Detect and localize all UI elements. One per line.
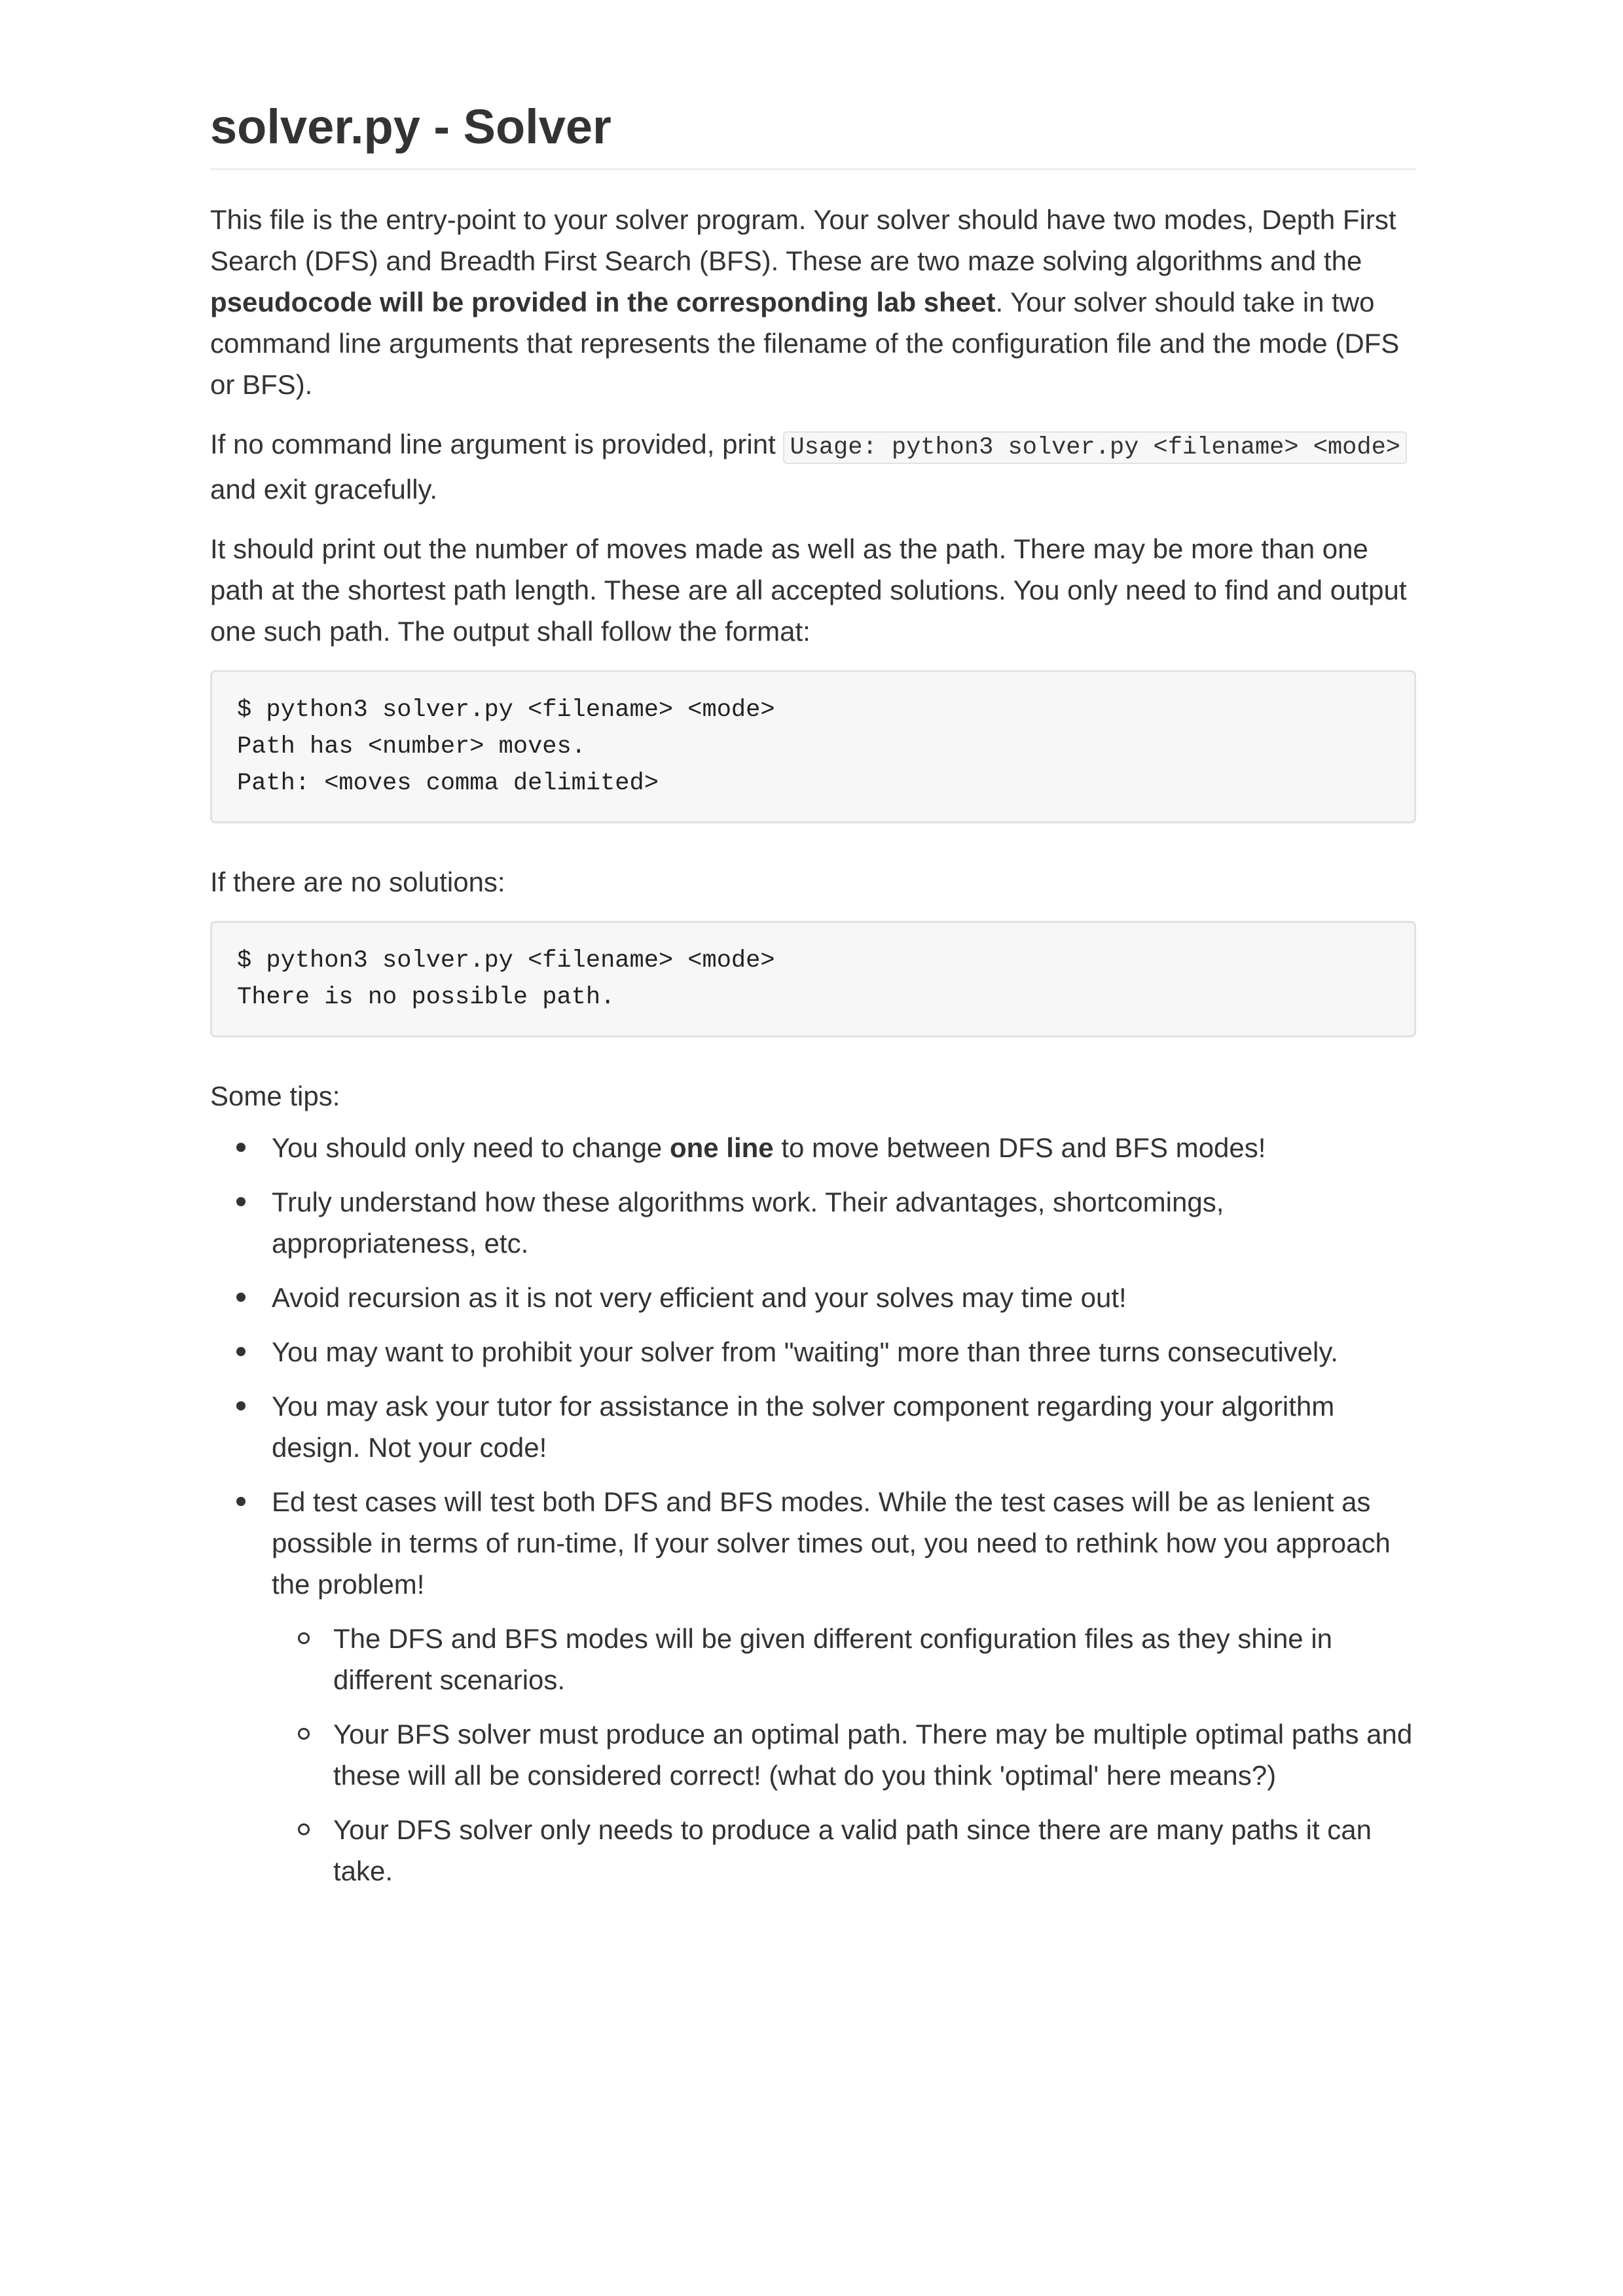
bullet-icon <box>236 1497 246 1506</box>
bullet-icon <box>236 1401 246 1410</box>
tip-text: to move between DFS and BFS modes! <box>773 1132 1266 1163</box>
tip-text: You may want to prohibit your solver from "waiting" more than three turns consecutively. <box>272 1336 1338 1367</box>
sub-list-item <box>272 1713 1416 1796</box>
usage-paragraph <box>210 423 1416 510</box>
code-line: $ python3 solver.py <filename> <mode> <box>237 946 775 975</box>
tip-text: Ed test cases will test both DFS and BFS modes. While the test cases will be as lenient as possible in terms of run-time, If your solver times out, you need to rethink how you approach the problem! <box>272 1486 1391 1600</box>
intro-bold-text: pseudocode will be provided in the corresponding lab sheet <box>210 286 996 317</box>
sub-tip-text: The DFS and BFS modes will be given different configuration files as they shine in different scenarios. <box>333 1623 1333 1695</box>
code-line: $ python3 solver.py <filename> <mode> <box>237 696 775 724</box>
bullet-icon <box>236 1347 246 1356</box>
tip-text: You may ask your tutor for assistance in the solver component regarding your algorithm design. Not your code! <box>272 1390 1335 1463</box>
sub-list-item <box>272 1809 1416 1892</box>
intro-paragraph <box>210 199 1416 405</box>
code-line: Path has <number> moves. <box>237 732 586 761</box>
tips-list <box>210 1127 1416 1892</box>
no-solution-code-block <box>210 921 1416 1037</box>
page-title: solver.py - Solver <box>210 98 1416 170</box>
tip-text: Truly understand how these algorithms work. Their advantages, shortcomings, appropriateness, etc. <box>272 1186 1224 1259</box>
code-line: Path: <moves comma delimited> <box>237 769 659 797</box>
usage-text-after: and exit gracefully. <box>210 473 438 505</box>
output-format-paragraph: It should print out the number of moves made as well as the path. There may be more than one path at the shortest path length. These are all accepted solutions. You only need to find and output one such path. The output shall follow the format: <box>210 533 1407 647</box>
list-item <box>210 1277 1416 1318</box>
intro-text-2: . Your solver should take in two command line arguments that represents the filename of the configuration file and the mode (DFS or BFS). <box>210 286 1400 400</box>
sub-tips-list <box>272 1618 1416 1892</box>
tip-text: You should only need to change <box>272 1132 670 1163</box>
intro-text-1: This file is the entry-point to your solver program. Your solver should have two modes, Depth First Search (DFS) and Breadth First Search (BFS). These are two maze solving algorithms and the <box>210 204 1396 276</box>
hollow-bullet-icon <box>298 1823 310 1835</box>
document-page <box>210 98 1416 1905</box>
bullet-icon <box>236 1143 246 1152</box>
tip-bold-text: one line <box>669 1132 774 1163</box>
tips-label: Some tips: <box>210 1080 340 1111</box>
hollow-bullet-icon <box>298 1632 310 1644</box>
list-item <box>210 1386 1416 1468</box>
no-solution-label: If there are no solutions: <box>210 866 505 897</box>
sub-tip-text: Your DFS solver only needs to produce a valid path since there are many paths it can take. <box>333 1814 1372 1886</box>
tip-text: Avoid recursion as it is not very efficient and your solves may time out! <box>272 1282 1127 1313</box>
list-item <box>210 1181 1416 1264</box>
bullet-icon <box>236 1197 246 1206</box>
usage-inline-code: Usage: python3 solver.py <filename> <mode> <box>783 431 1407 464</box>
sub-list-item <box>272 1618 1416 1700</box>
output-format-code-block <box>210 670 1416 823</box>
hollow-bullet-icon <box>298 1728 310 1740</box>
usage-text-before: If no command line argument is provided, print <box>210 428 784 459</box>
bullet-icon <box>236 1293 246 1302</box>
list-item <box>210 1127 1416 1168</box>
sub-tip-text: Your BFS solver must produce an optimal path. There may be multiple optimal paths and these will all be considered correct! (what do you think 'optimal' here means?) <box>333 1718 1413 1791</box>
code-line: There is no possible path. <box>237 983 615 1011</box>
list-item <box>210 1481 1416 1892</box>
list-item <box>210 1331 1416 1372</box>
